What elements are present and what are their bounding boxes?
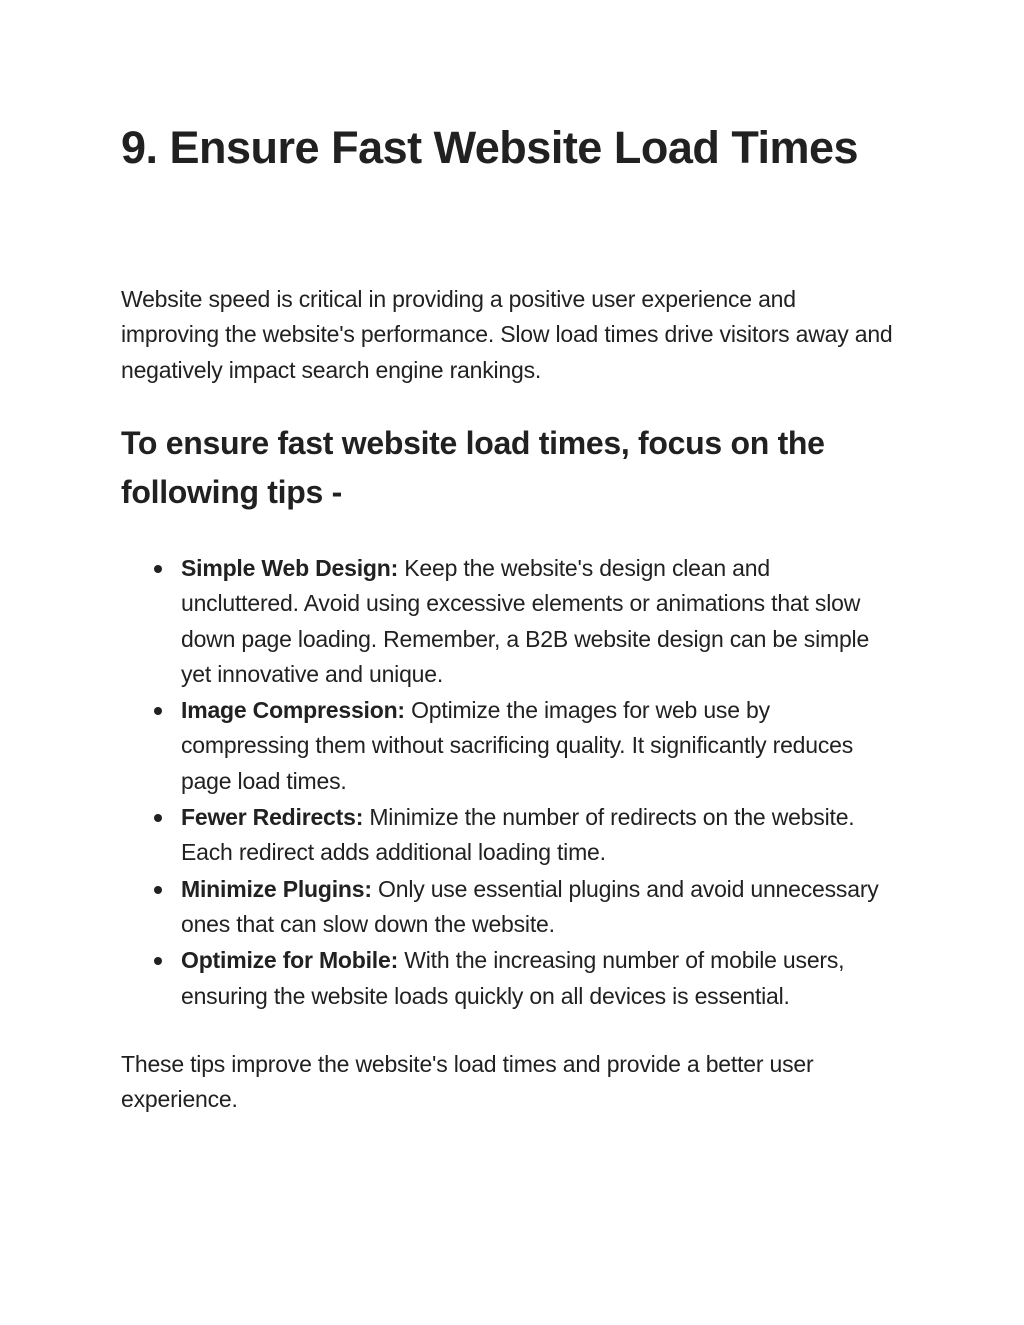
tip-text: Optimize the images for web use by compressing them without sacrificing quality. It significantly reduces page load times.: [181, 697, 854, 794]
tip-title: Fewer Redirects:: [181, 804, 364, 831]
intro-paragraph: Website speed is critical in providing a positive user experience and improving the website's performance. Slow load times drive visitors away and negatively impact search engine rankings.: [121, 286, 893, 383]
bullet-icon: [154, 565, 162, 573]
page-title: 9. Ensure Fast Website Load Times: [121, 122, 859, 173]
list-item: [121, 551, 893, 692]
list-item: [121, 872, 893, 943]
bullet-icon: [154, 814, 162, 822]
tips-list: [121, 551, 901, 1015]
closing-paragraph: These tips improve the website's load times and provide a better user experience.: [121, 1051, 814, 1113]
list-item: [121, 943, 893, 1014]
list-item: [121, 693, 893, 799]
tip-title: Minimize Plugins:: [181, 875, 372, 902]
section-heading: To ensure fast website load times, focus on the following tips -: [121, 425, 825, 510]
bullet-icon: [154, 957, 162, 965]
tip-title: Simple Web Design:: [181, 555, 399, 581]
tip-text: With the increasing number of mobile users, ensuring the website loads quickly on all devices is essential.: [181, 947, 845, 1009]
list-item: [121, 800, 893, 871]
bullet-icon: [154, 707, 162, 715]
bullet-icon: [154, 886, 162, 894]
tip-title: Optimize for Mobile:: [181, 947, 399, 974]
tip-text: Only use essential plugins and avoid unnecessary ones that can slow down the website.: [181, 875, 879, 937]
tip-text: Keep the website's design clean and uncluttered. Avoid using excessive elements or animations that slow down page loading. Remember, a B2B website design can be simple yet innovative and unique.: [181, 555, 870, 687]
tip-text: Minimize the number of redirects on the website. Each redirect adds additional loading time.: [181, 804, 855, 866]
tip-title: Image Compression:: [181, 697, 405, 724]
